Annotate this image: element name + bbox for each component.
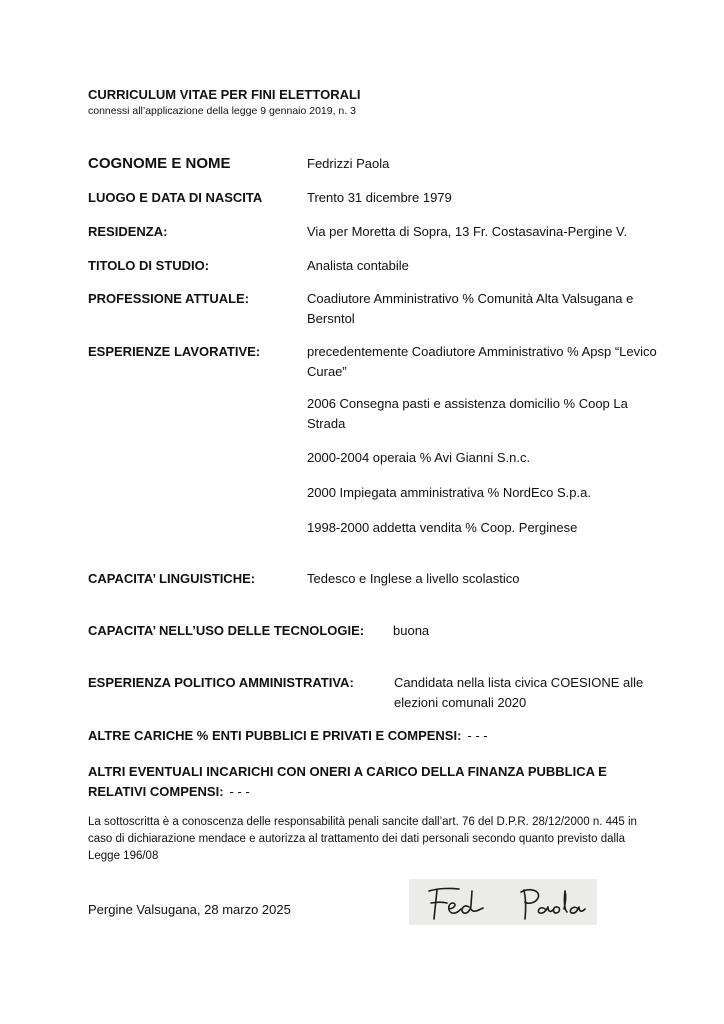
languages-value: Tedesco e Inglese a livello scolastico	[307, 571, 520, 586]
other-assignments-heading	[88, 762, 648, 802]
experience-item: 2000 Impiegata amministrativa % NordEco S.p.a.	[307, 485, 591, 500]
birth-value: Trento 31 dicembre 1979	[307, 190, 452, 205]
document-title: CURRICULUM VITAE PER FINI ELETTORALI	[88, 87, 361, 102]
other-assignments-label: ALTRI EVENTUALI INCARICHI CON ONERI A CARICO DELLA FINANZA PUBBLICA E RELATIVI COMPENSI:	[88, 764, 607, 799]
experience-item: precedentemente Coadiutore Amministrativo % Apsp “Levico Curae”	[307, 344, 657, 379]
handwritten-signature	[409, 879, 597, 925]
experience-item: 2006 Consegna pasti e assistenza domicilio % Coop La Strada	[307, 396, 628, 431]
education-value: Analista contabile	[307, 258, 409, 273]
experience-item: 1998-2000 addetta vendita % Coop. Perginese	[307, 520, 578, 535]
disclaimer-text: La sottoscritta è a conoscenza delle responsabilità penali sancite dall’art. 76 del D.P.R. 28/12/2000 n. 445 in caso di dichiarazione mendace e autorizza al trattamento dei dati personali secondo quanto previsto dalla Legge 196/08	[88, 816, 637, 862]
name-value: Fedrizzi Paola	[307, 156, 390, 171]
education-label: TITOLO DI STUDIO:	[88, 258, 210, 273]
other-roles-value: - - -	[467, 728, 488, 743]
residence-label: RESIDENZA:	[88, 224, 168, 239]
profession-value: Coadiutore Amministrativo % Comunità Alta Valsugana e Bersntol	[307, 291, 634, 326]
political-value: Candidata nella lista civica COESIONE alle elezioni comunali 2020	[394, 675, 644, 710]
other-roles-label: ALTRE CARICHE % ENTI PUBBLICI E PRIVATI E COMPENSI:	[88, 728, 462, 743]
political-label: ESPERIENZA POLITICO AMMINISTRATIVA:	[88, 675, 354, 690]
technology-label: CAPACITA’ NELL’USO DELLE TECNOLOGIE:	[88, 623, 365, 638]
residence-value: Via per Moretta di Sopra, 13 Fr. Costasavina-Pergine V.	[307, 224, 628, 239]
languages-label: CAPACITA’ LINGUISTICHE:	[88, 571, 256, 586]
other-assignments-value: - - -	[229, 784, 250, 799]
experience-item: 2000-2004 operaia % Avi Gianni S.n.c.	[307, 450, 531, 465]
experience-label: ESPERIENZE LAVORATIVE:	[88, 344, 261, 359]
other-roles-heading	[88, 728, 488, 743]
birth-label: LUOGO E DATA DI NASCITA	[88, 190, 263, 205]
profession-label: PROFESSIONE ATTUALE:	[88, 291, 250, 306]
signature-image	[409, 879, 597, 925]
place-date: Pergine Valsugana, 28 marzo 2025	[88, 902, 291, 917]
technology-value: buona	[393, 623, 430, 638]
name-label: COGNOME E NOME	[88, 155, 231, 172]
document-subtitle: connessi all’applicazione della legge 9 gennaio 2019, n. 3	[88, 105, 356, 117]
